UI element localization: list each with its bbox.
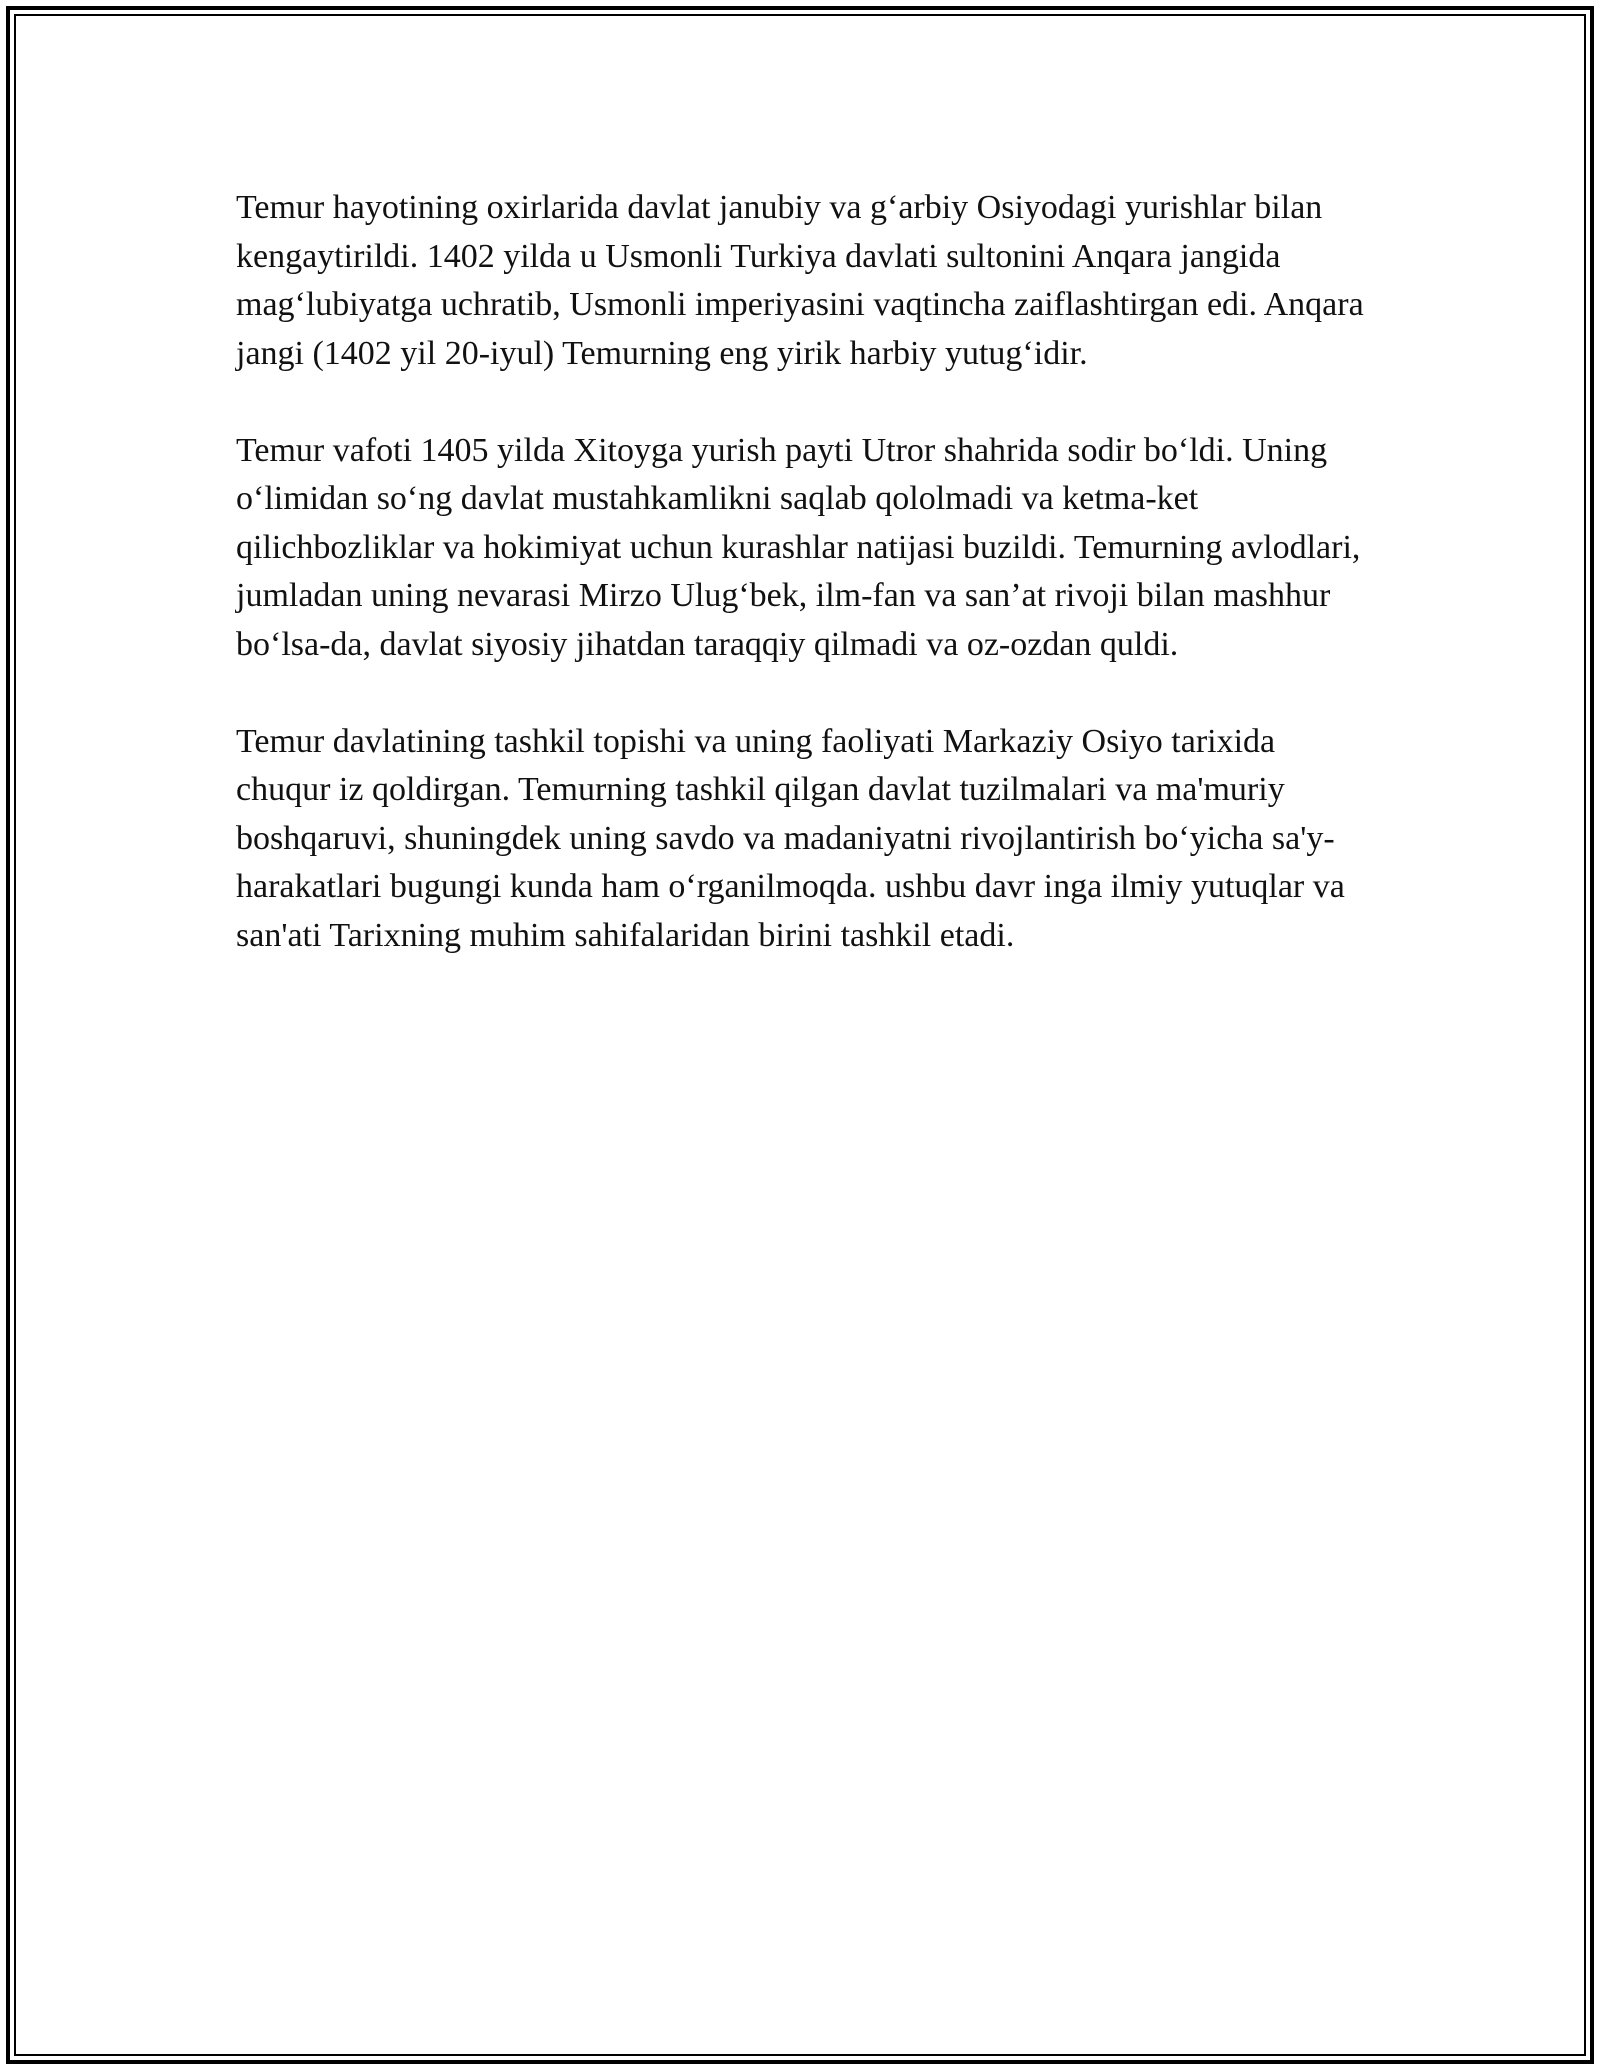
paragraph-1: Temur hayotining oxirlarida davlat janubiy va g‘arbiy Osiyodagi yurishlar bilan kengaytirildi. 1402 yilda u Usmonli Turkiya davlati sultonini Anqara jangida mag‘lubiyatga uchratib, Usmonli imperiyasini vaqtincha zaiflashtirgan edi. Anqara jangi (1402 yil 20-iyul) Temurning eng yirik harbiy yutug‘idir. <box>236 189 1364 372</box>
document-body <box>236 184 1366 960</box>
paragraph-3: Temur davlatining tashkil topishi va uning faoliyati Markaziy Osiyo tarixida chuqur iz qoldirgan. Temurning tashkil qilgan davlat tuzilmalari va ma'muriy boshqaruvi, shuningdek uning savdo va madaniyatni rivojlantirish bo‘yicha sa'y-harakatlari bugungi kunda ham o‘rganilmoqda. ushbu davr inga ilmiy yutuqlar va san'ati Tarixning muhim sahifalaridan birini tashkil etadi. <box>236 722 1345 954</box>
paragraph-2: Temur vafoti 1405 yilda Xitoyga yurish payti Utror shahrida sodir bo‘ldi. Uning o‘limidan so‘ng davlat mustahkamlikni saqlab qololmadi va ketma-ket qilichbozliklar va hokimiyat uchun kurashlar natijasi buzildi. Temurning avlodlari, jumladan uning nevarasi Mirzo Ulug‘bek, ilm-fan va san’at rivoji bilan mashhur bo‘lsa-da, davlat siyosiy jihatdan taraqqiy qilmadi va oz-ozdan quldi. <box>236 431 1361 663</box>
